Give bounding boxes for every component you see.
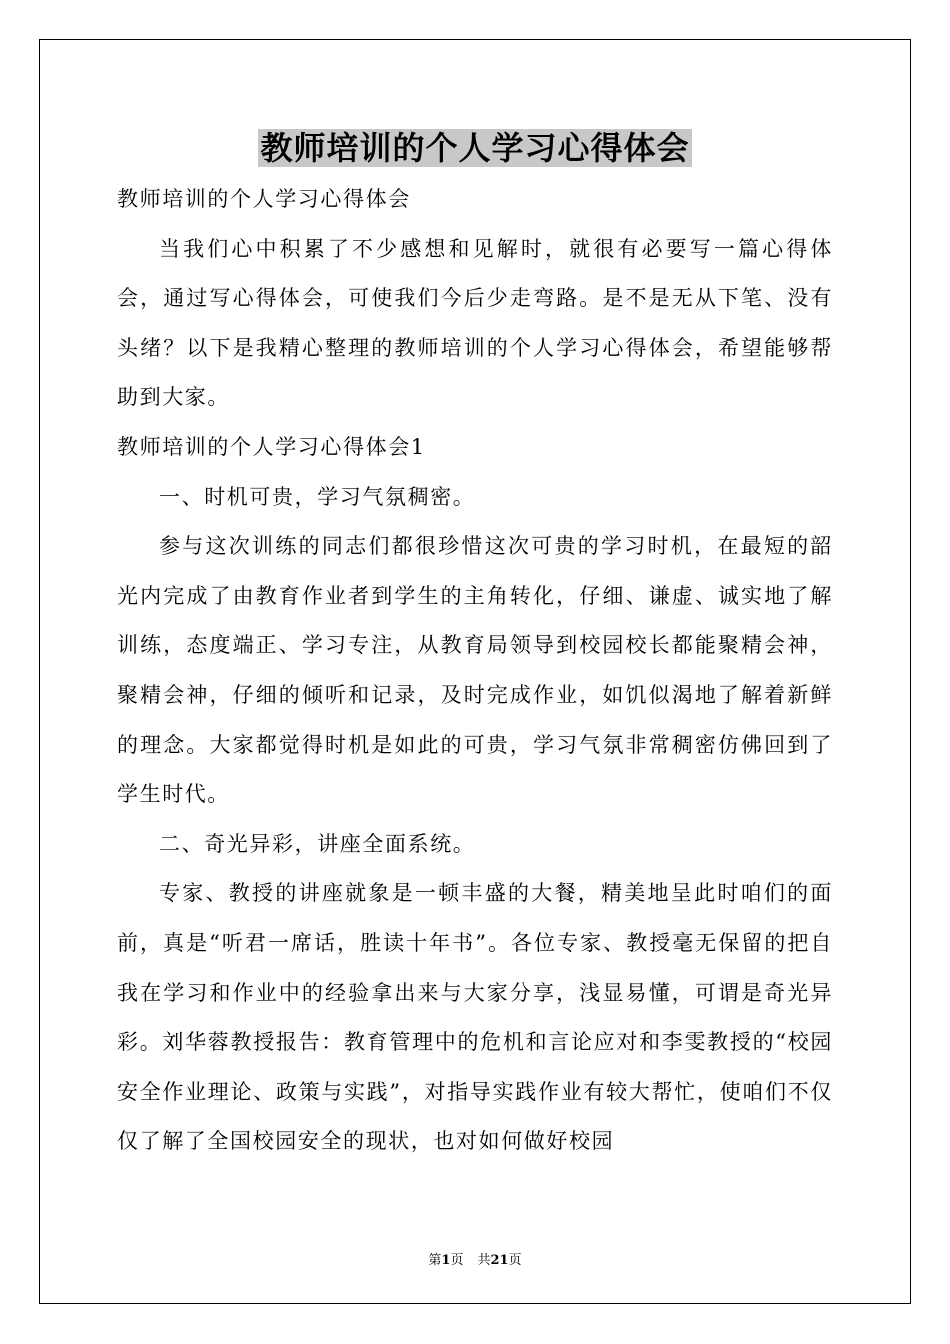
document-body bbox=[117, 175, 833, 1167]
page-prefix: 第 bbox=[428, 1253, 442, 1268]
intro-paragraph: 当我们心中积累了不少感想和见解时，就很有必要写一篇心得体会，通过写心得体会，可使我们今后少走弯路。是不是无从下笔、没有头绪？以下是我精心整理的教师培训的个人学习心得体会，希望能够帮助到大家。 bbox=[117, 236, 833, 410]
document-title bbox=[0, 124, 950, 172]
document-title-text: 教师培训的个人学习心得体会 bbox=[260, 129, 690, 167]
total-suffix: 页 bbox=[508, 1253, 522, 1268]
page-total: 21 bbox=[490, 1253, 509, 1268]
point-heading-2: 二、奇光异彩，讲座全面系统。 bbox=[159, 831, 476, 856]
section-heading: 教师培训的个人学习心得体会1 bbox=[117, 434, 426, 459]
body-paragraph-2: 专家、教授的讲座就象是一顿丰盛的大餐，精美地呈此时咱们的面前，真是“听君一席话，胜读十年书”。各位专家、教授毫无保留的把自我在学习和作业中的经验拿出来与大家分享，浅显易懂，可谓是奇光异彩。刘华蓉教授报告：教育管理中的危机和言论应对和李雯教授的“校园安全作业理论、政策与实践”，对指导实践作业有较大帮忙，使咱们不仅仅了解了全国校园安全的现状，也对如何做好校园 bbox=[117, 881, 833, 1154]
page-footer bbox=[0, 1253, 950, 1269]
point-heading-1: 一、时机可贵，学习气氛稠密。 bbox=[159, 484, 476, 509]
subtitle-paragraph: 教师培训的个人学习心得体会 bbox=[117, 187, 411, 211]
page-current: 1 bbox=[441, 1253, 451, 1268]
total-prefix: 共 bbox=[477, 1253, 491, 1268]
body-paragraph-1: 参与这次训练的同志们都很珍惜这次可贵的学习时机，在最短的韶光内完成了由教育作业者到学生的主角转化，仔细、谦虚、诚实地了解训练，态度端正、学习专注，从教育局领导到校园校长都能聚精会神，聚精会神，仔细的倾听和记录，及时完成作业，如饥似渴地了解着新鲜的理念。大家都觉得时机是如此的可贵，学习气氛非常稠密仿佛回到了学生时代。 bbox=[117, 534, 833, 807]
page-suffix: 页 bbox=[450, 1253, 464, 1268]
